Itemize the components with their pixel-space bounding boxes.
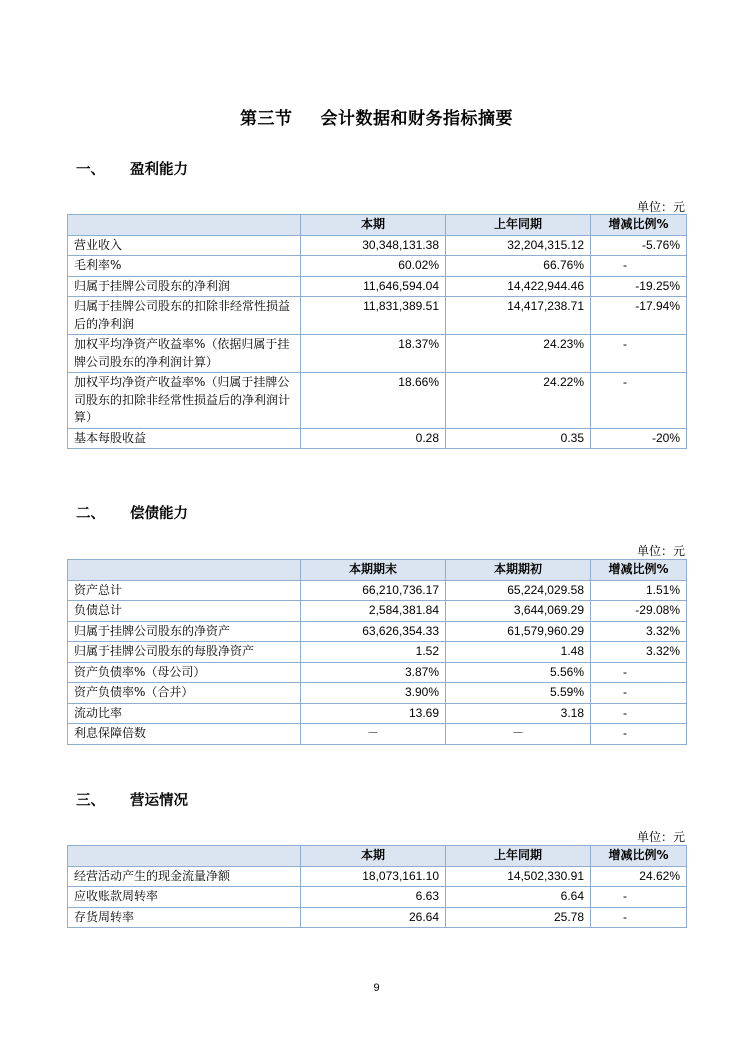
previous-value: 1.48 xyxy=(446,642,591,663)
section-heading-solvency: 二、 偿债能力 xyxy=(76,506,188,522)
change-percent: 3.32% xyxy=(591,642,687,663)
current-value: 11,831,389.51 xyxy=(301,297,446,335)
row-label: 流动比率 xyxy=(68,703,301,724)
change-percent: -17.94% xyxy=(591,297,687,335)
row-label: 资产负债率%（母公司） xyxy=(68,662,301,683)
table-row xyxy=(68,887,687,908)
row-label: 归属于挂牌公司股东的净资产 xyxy=(68,621,301,642)
row-label: 资产总计 xyxy=(68,580,301,601)
previous-value: 14,417,238.71 xyxy=(446,297,591,335)
previous-value: 24.23% xyxy=(446,335,591,373)
unit-label: 单位：元 xyxy=(636,200,685,214)
current-value: 18.37% xyxy=(301,335,446,373)
change-percent: - xyxy=(591,662,687,683)
change-percent: -29.08% xyxy=(591,601,687,622)
row-label: 负债总计 xyxy=(68,601,301,622)
header-cell xyxy=(68,846,301,867)
current-value: 18,073,161.10 xyxy=(301,866,446,887)
row-label: 应收账款周转率 xyxy=(68,887,301,908)
row-label: 营业收入 xyxy=(68,235,301,256)
section-title: 会计数据和财务指标摘要 xyxy=(320,109,513,129)
previous-value: 5.59% xyxy=(446,683,591,704)
header-cell: 本期期初 xyxy=(446,560,591,581)
row-label: 归属于挂牌公司股东的扣除非经常性损益后的净利润 xyxy=(68,297,301,335)
header-cell xyxy=(68,215,301,236)
current-value: 13.69 xyxy=(301,703,446,724)
table-row xyxy=(68,256,687,277)
current-value: 18.66% xyxy=(301,373,446,429)
table-header-row xyxy=(68,215,687,236)
previous-value: 14,502,330.91 xyxy=(446,866,591,887)
table-row xyxy=(68,235,687,256)
current-value: 30,348,131.38 xyxy=(301,235,446,256)
header-cell: 增减比例% xyxy=(591,215,687,236)
current-value: 0.28 xyxy=(301,428,446,449)
table-row xyxy=(68,621,687,642)
change-percent: - xyxy=(591,703,687,724)
table-row xyxy=(68,907,687,928)
section-heading-operations: 三、 营运情况 xyxy=(76,793,188,809)
current-value: 26.64 xyxy=(301,907,446,928)
table-row xyxy=(68,373,687,429)
header-cell: 上年同期 xyxy=(446,215,591,236)
table-header-row xyxy=(68,560,687,581)
change-percent: -20% xyxy=(591,428,687,449)
section-heading-profitability: 一、 盈利能力 xyxy=(76,162,188,178)
row-label: 归属于挂牌公司股东的净利润 xyxy=(68,276,301,297)
table-row xyxy=(68,580,687,601)
previous-value: － xyxy=(446,724,591,745)
table-row xyxy=(68,428,687,449)
current-value: 1.52 xyxy=(301,642,446,663)
previous-value: 14,422,944.46 xyxy=(446,276,591,297)
previous-value: 25.78 xyxy=(446,907,591,928)
unit-label: 单位：元 xyxy=(636,830,685,844)
change-percent: 3.32% xyxy=(591,621,687,642)
change-percent: - xyxy=(591,907,687,928)
unit-label: 单位：元 xyxy=(636,544,685,558)
row-label: 基本每股收益 xyxy=(68,428,301,449)
profitability-table xyxy=(67,214,687,449)
row-label: 经营活动产生的现金流量净额 xyxy=(68,866,301,887)
current-value: 6.63 xyxy=(301,887,446,908)
header-cell xyxy=(68,560,301,581)
row-label: 归属于挂牌公司股东的每股净资产 xyxy=(68,642,301,663)
header-cell: 本期期末 xyxy=(301,560,446,581)
table-row xyxy=(68,297,687,335)
previous-value: 65,224,029.58 xyxy=(446,580,591,601)
current-value: 3.87% xyxy=(301,662,446,683)
previous-value: 66.76% xyxy=(446,256,591,277)
row-label: 加权平均净资产收益率%（归属于挂牌公司股东的扣除非经常性损益后的净利润计算） xyxy=(68,373,301,429)
previous-value: 61,579,960.29 xyxy=(446,621,591,642)
previous-value: 3,644,069.29 xyxy=(446,601,591,622)
previous-value: 0.35 xyxy=(446,428,591,449)
table-row xyxy=(68,642,687,663)
previous-value: 3.18 xyxy=(446,703,591,724)
current-value: 66,210,736.17 xyxy=(301,580,446,601)
change-percent: -5.76% xyxy=(591,235,687,256)
operations-table xyxy=(67,845,687,928)
solvency-table xyxy=(67,559,687,745)
row-label: 资产负债率%（合并） xyxy=(68,683,301,704)
change-percent: - xyxy=(591,335,687,373)
page-number: 9 xyxy=(373,982,380,994)
section-number: 第三节 xyxy=(240,109,293,129)
previous-value: 5.56% xyxy=(446,662,591,683)
table-row xyxy=(68,724,687,745)
current-value: 11,646,594.04 xyxy=(301,276,446,297)
header-cell: 本期 xyxy=(301,846,446,867)
change-percent: - xyxy=(591,373,687,429)
table-row xyxy=(68,601,687,622)
change-percent: 1.51% xyxy=(591,580,687,601)
table-row xyxy=(68,662,687,683)
current-value: 63,626,354.33 xyxy=(301,621,446,642)
header-cell: 增减比例% xyxy=(591,560,687,581)
table-row xyxy=(68,276,687,297)
previous-value: 6.64 xyxy=(446,887,591,908)
table-header-row xyxy=(68,846,687,867)
change-percent: - xyxy=(591,683,687,704)
row-label: 毛利率% xyxy=(68,256,301,277)
row-label: 加权平均净资产收益率%（依据归属于挂牌公司股东的净利润计算） xyxy=(68,335,301,373)
current-value: － xyxy=(301,724,446,745)
row-label: 利息保障倍数 xyxy=(68,724,301,745)
table-row xyxy=(68,683,687,704)
change-percent: -19.25% xyxy=(591,276,687,297)
table-row xyxy=(68,335,687,373)
page-title xyxy=(0,104,753,129)
row-label: 存货周转率 xyxy=(68,907,301,928)
current-value: 3.90% xyxy=(301,683,446,704)
header-cell: 上年同期 xyxy=(446,846,591,867)
change-percent: 24.62% xyxy=(591,866,687,887)
table-row xyxy=(68,703,687,724)
previous-value: 24.22% xyxy=(446,373,591,429)
change-percent: - xyxy=(591,256,687,277)
change-percent: - xyxy=(591,887,687,908)
header-cell: 本期 xyxy=(301,215,446,236)
change-percent: - xyxy=(591,724,687,745)
current-value: 60.02% xyxy=(301,256,446,277)
table-row xyxy=(68,866,687,887)
current-value: 2,584,381.84 xyxy=(301,601,446,622)
header-cell: 增减比例% xyxy=(591,846,687,867)
previous-value: 32,204,315.12 xyxy=(446,235,591,256)
